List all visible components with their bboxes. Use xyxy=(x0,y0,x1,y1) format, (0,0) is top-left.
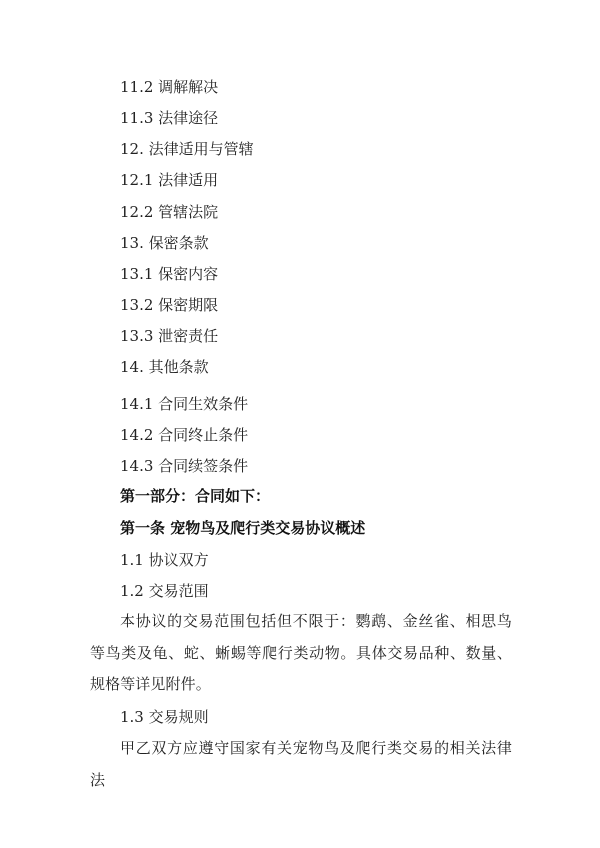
toc-item: 14.3 合同续签条件 xyxy=(120,457,249,475)
paragraph-trade-rules: 甲乙双方应遵守国家有关宠物鸟及爬行类交易的相关法律法 xyxy=(90,739,512,789)
toc-item: 13. 保密条款 xyxy=(120,234,209,252)
section-heading: 1.2 交易范围 xyxy=(120,582,209,600)
toc-item: 11.3 法律途径 xyxy=(120,109,219,127)
toc-item: 13.3 泄密责任 xyxy=(120,327,219,345)
toc-item: 13.1 保密内容 xyxy=(120,265,219,283)
paragraph-trade-scope: 本协议的交易范围包括但不限于：鹦鹉、金丝雀、相思鸟等鸟类及龟、蛇、蜥蜴等爬行类动物。具体交易品种、数量、规格等详见附件。 xyxy=(90,612,512,693)
toc-item: 12.2 管辖法院 xyxy=(120,203,219,221)
toc-item: 14.2 合同终止条件 xyxy=(120,426,249,444)
toc-item: 11.2 调解解决 xyxy=(120,78,219,96)
toc-item: 12. 法律适用与管辖 xyxy=(120,140,254,158)
toc-item: 14.1 合同生效条件 xyxy=(120,395,249,413)
toc-item: 13.2 保密期限 xyxy=(120,296,219,314)
toc-item: 12.1 法律适用 xyxy=(120,171,219,189)
article-heading: 第一条 宠物鸟及爬行类交易协议概述 xyxy=(120,519,366,537)
section-heading: 1.3 交易规则 xyxy=(120,708,209,726)
section-heading: 1.1 协议双方 xyxy=(120,551,209,569)
part-heading: 第一部分：合同如下： xyxy=(120,487,271,505)
toc-item: 14. 其他条款 xyxy=(120,358,209,376)
